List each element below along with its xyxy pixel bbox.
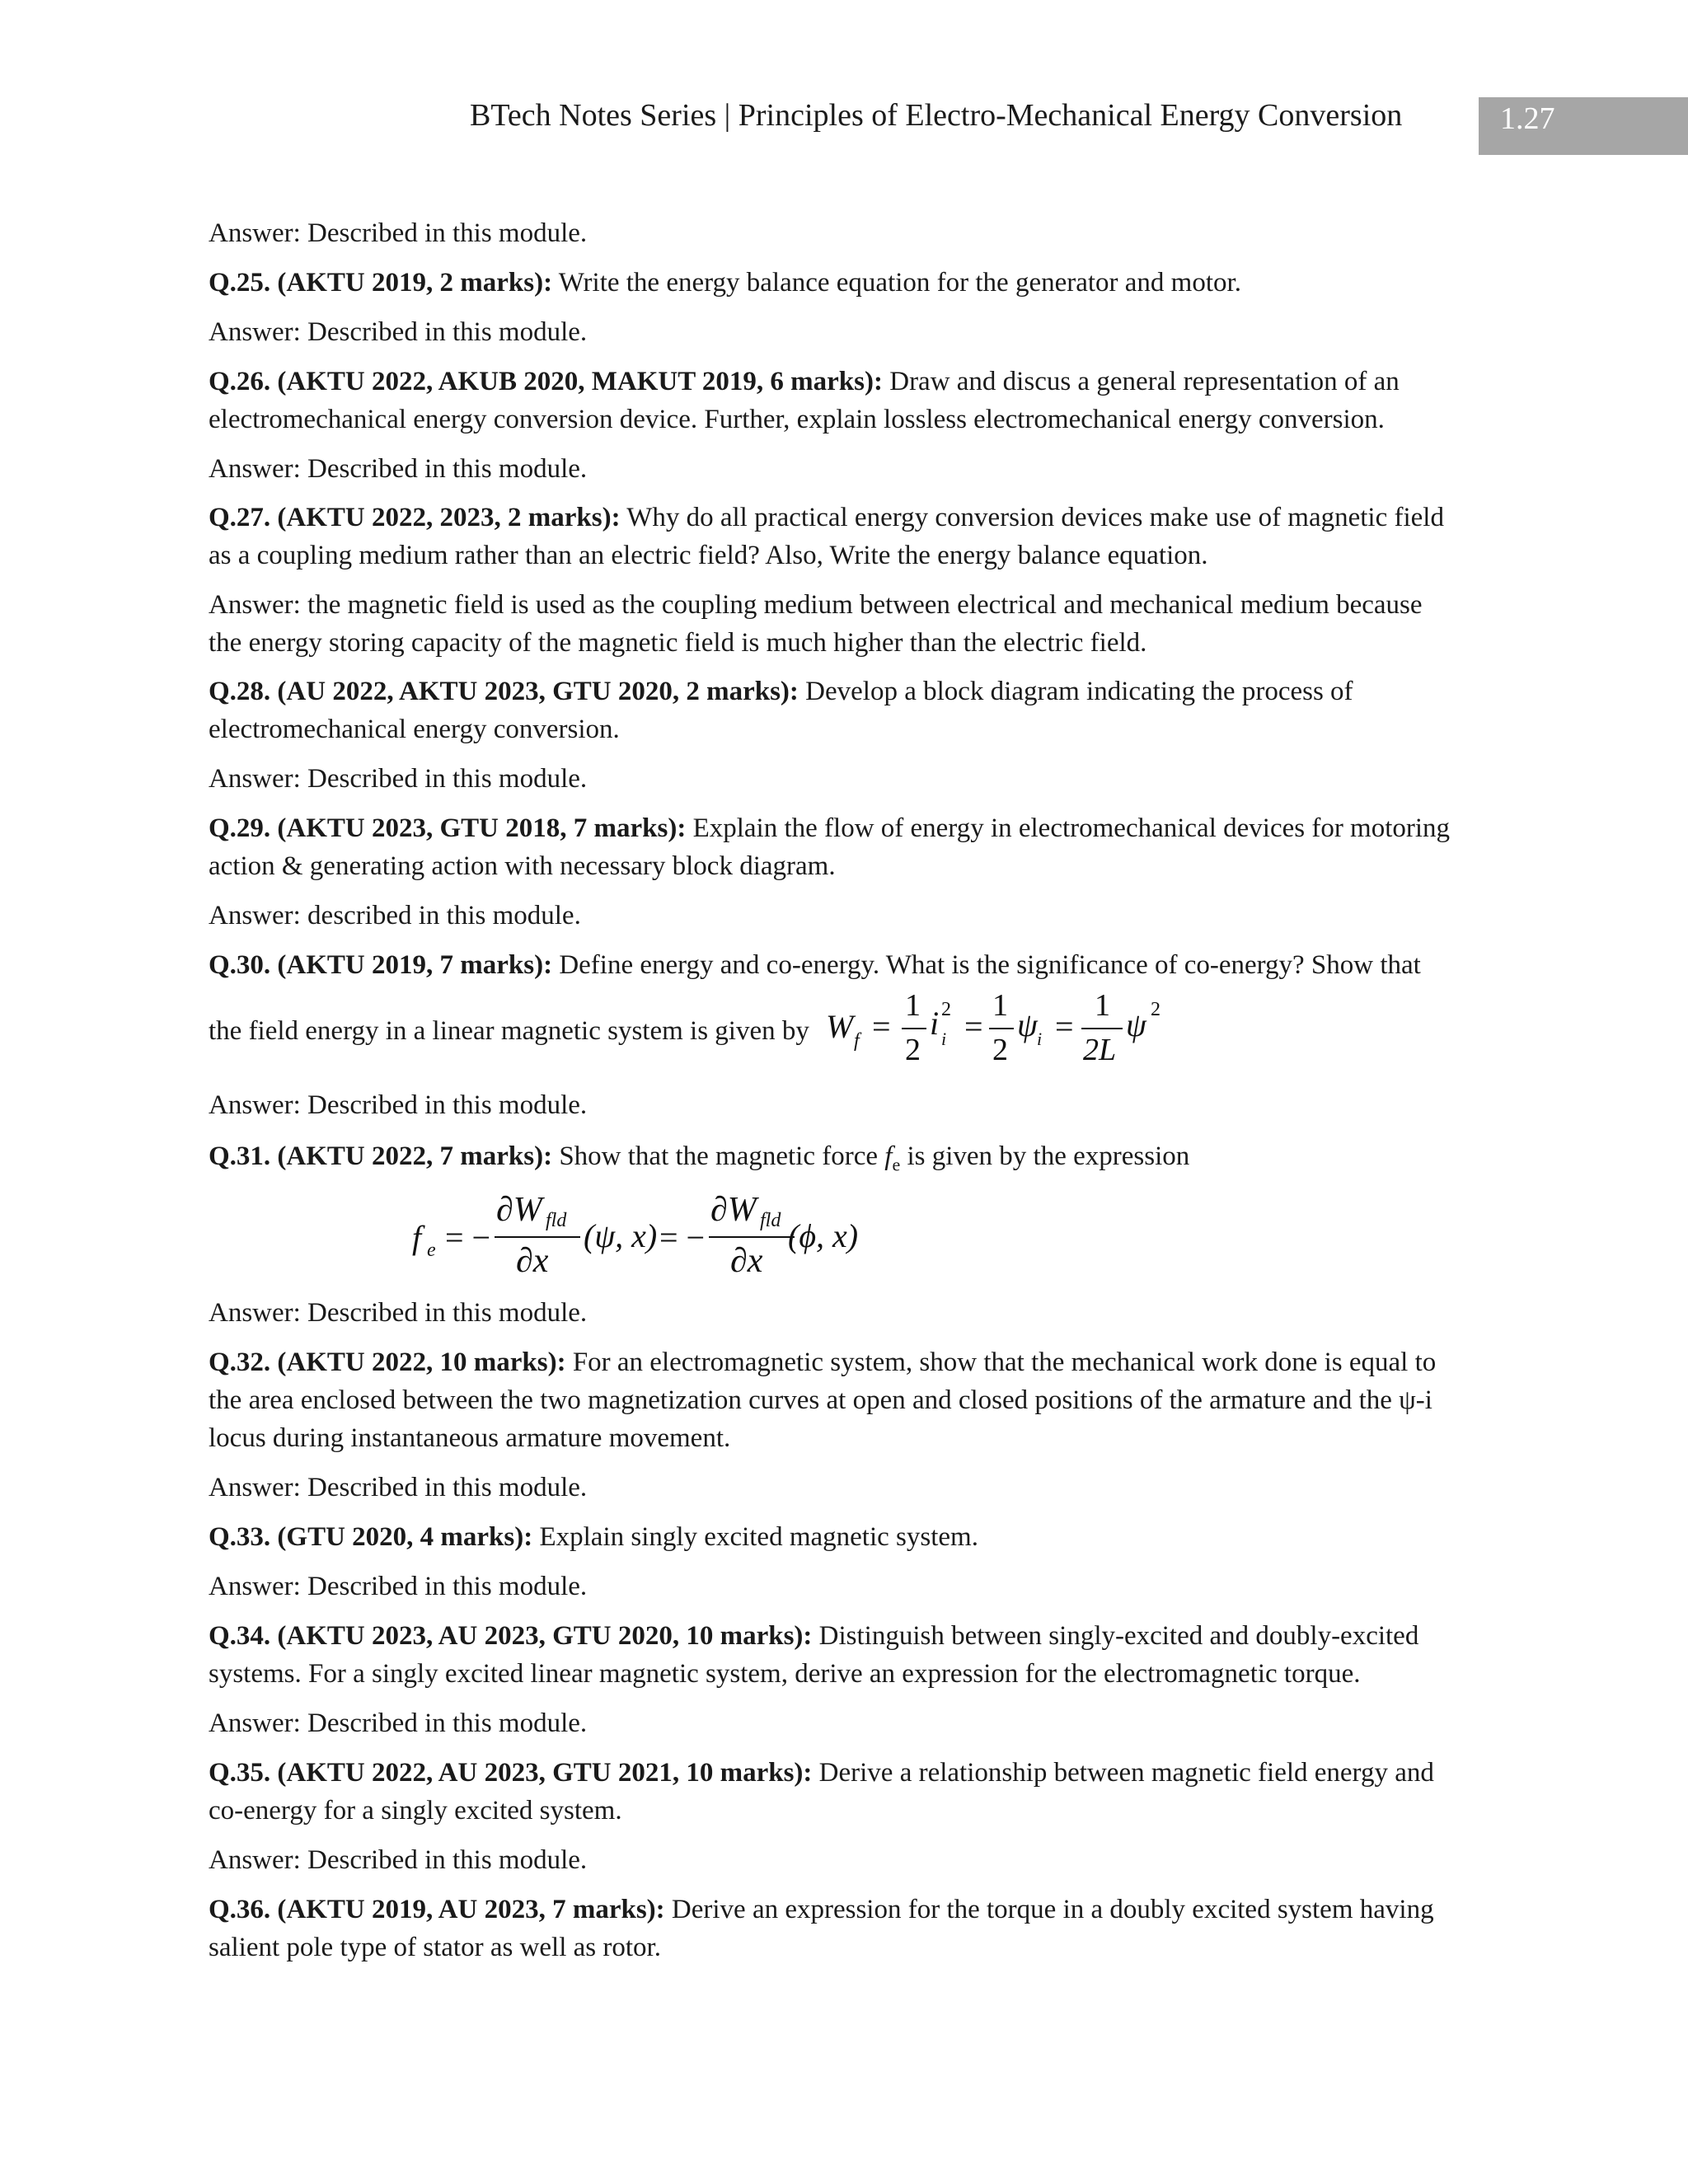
eq-w: W	[826, 1008, 854, 1045]
question-30	[209, 946, 1421, 984]
eqf-equals-minus-2: = −	[659, 1219, 706, 1256]
question-36-text-line2: salient pole type of stator as well as rotor.	[209, 1933, 661, 1962]
eq-frac3-den: 2L	[1083, 1033, 1117, 1067]
question-35	[209, 1754, 1434, 1792]
eqf-frac2-bar	[709, 1236, 795, 1238]
eqf-frac1-den: ∂x	[516, 1242, 549, 1280]
question-32-text-line2: the area enclosed between the two magnetization curves at open and closed positions of the armature and the ψ-i	[209, 1385, 1432, 1415]
answer-30: Answer: Described in this module.	[209, 1090, 588, 1120]
running-header-title: BTech Notes Series | Principles of Electro-Mechanical Energy Conversion	[470, 98, 1403, 133]
question-30-text-line1: Define energy and co-energy. What is the significance of co-energy? Show that	[552, 950, 1421, 980]
eq-i-subscript: i	[941, 1029, 947, 1049]
eq-frac2-num: 1	[992, 988, 1008, 1023]
question-36-text-line1: Derive an expression for the torque in a doubly excited system having	[664, 1895, 1434, 1924]
answer-33: Answer: Described in this module.	[209, 1572, 588, 1601]
page-number-box	[1479, 97, 1688, 155]
eqf-f-subscript: e	[427, 1240, 436, 1261]
eq-psi: ψ	[1126, 1006, 1146, 1043]
question-36-label: Q.36. (AKTU 2019, AU 2023, 7 marks):	[209, 1895, 665, 1924]
question-34	[209, 1617, 1418, 1655]
eqf-frac2-num: ∂W	[710, 1191, 757, 1229]
answer-32: Answer: Described in this module.	[209, 1473, 588, 1502]
question-32-label: Q.32. (AKTU 2022, 10 marks):	[209, 1347, 566, 1377]
question-32-text-line3: locus during instantaneous armature movement.	[209, 1423, 731, 1453]
question-26-label: Q.26. (AKTU 2022, AKUB 2020, MAKUT 2019, 6 marks):	[209, 367, 883, 396]
answer-29: Answer: described in this module.	[209, 901, 581, 930]
answer-27-line2: the energy storing capacity of the magnetic field is much higher than the electric field.	[209, 628, 1147, 658]
question-27-text-line2: as a coupling medium rather than an electric field? Also, Write the energy balance equation.	[209, 541, 1208, 570]
answer-31: Answer: Described in this module.	[209, 1298, 588, 1328]
question-26-text-line2: electromechanical energy conversion device. Further, explain lossless electromechanical energy conversion.	[209, 405, 1385, 434]
eqf-frac1-num-subscript: fld	[546, 1210, 567, 1231]
page-number: 1.27	[1500, 101, 1555, 136]
answer-27-line1: Answer: the magnetic field is used as the coupling medium between electrical and mechanical medium because	[209, 590, 1423, 620]
question-28-label: Q.28. (AU 2022, AKTU 2023, GTU 2020, 2 marks):	[209, 677, 799, 706]
eq-frac3-num: 1	[1095, 988, 1110, 1023]
answer-25: Answer: Described in this module.	[209, 317, 588, 347]
eqf-f: f	[412, 1219, 422, 1256]
question-32-text-line1: For an electromagnetic system, show that the mechanical work done is equal to	[565, 1347, 1437, 1377]
question-30-label: Q.30. (AKTU 2019, 7 marks):	[209, 950, 553, 980]
question-31-symbol: f	[884, 1141, 893, 1171]
question-35-label: Q.35. (AKTU 2022, AU 2023, GTU 2021, 10 marks):	[209, 1758, 813, 1788]
eq-frac3-bar	[1081, 1028, 1123, 1029]
eqf-arg2: (ϕ, x)	[788, 1217, 859, 1254]
eq-psi-superscript: 2	[1151, 999, 1160, 1020]
question-26-text-line1: Draw and discus a general representation of an	[882, 367, 1400, 396]
eq-frac1-num: 1	[905, 988, 921, 1023]
question-31-symbol-subscript: e	[892, 1154, 901, 1175]
eqf-frac1-bar	[495, 1236, 580, 1238]
question-29	[209, 809, 1450, 847]
question-31-text-b: is given by the expression	[900, 1141, 1190, 1171]
question-34-text-line2: systems. For a singly excited linear magnetic system, derive an expression for the electromagnetic torque.	[209, 1659, 1361, 1689]
question-25-label: Q.25. (AKTU 2019, 2 marks):	[209, 268, 553, 298]
question-28-text-line1: Develop a block diagram indicating the process of	[798, 677, 1353, 706]
eq-equals-3: =	[1055, 1008, 1074, 1045]
question-27	[209, 499, 1444, 537]
question-31-label: Q.31. (AKTU 2022, 7 marks):	[209, 1141, 553, 1171]
question-29-text-line2: action & generating action with necessary block diagram.	[209, 851, 836, 881]
eq-psi-subscript: i	[1037, 1029, 1043, 1049]
question-29-label: Q.29. (AKTU 2023, GTU 2018, 7 marks):	[209, 813, 687, 843]
question-35-text-line2: co-energy for a singly excited system.	[209, 1796, 622, 1825]
question-31-text-a: Show that the magnetic force	[552, 1141, 885, 1171]
question-25-text: Write the energy balance equation for the generator and motor.	[552, 268, 1241, 298]
question-31	[209, 1137, 1189, 1184]
answer-26: Answer: Described in this module.	[209, 454, 588, 484]
eq-frac2-den: 2	[992, 1033, 1008, 1067]
question-34-label: Q.34. (AKTU 2023, AU 2023, GTU 2020, 10 marks):	[209, 1621, 813, 1651]
eqf-equals-minus-1: = −	[445, 1219, 491, 1256]
answer-34: Answer: Described in this module.	[209, 1708, 588, 1738]
answer-28: Answer: Described in this module.	[209, 764, 588, 794]
question-27-text-line1: Why do all practical energy conversion devices make use of magnetic field	[620, 503, 1444, 532]
question-26	[209, 363, 1400, 401]
eq-frac1-den: 2	[905, 1033, 921, 1067]
question-29-text-line1: Explain the flow of energy in electromechanical devices for motoring	[686, 813, 1451, 843]
eq-frac2-bar	[989, 1028, 1014, 1029]
eqf-frac2-num-subscript: fld	[760, 1210, 781, 1231]
question-35-text-line1: Derive a relationship between magnetic field energy and	[812, 1758, 1434, 1788]
eq-psi-i: ψ	[1017, 1006, 1038, 1043]
question-34-text-line1: Distinguish between singly-excited and doubly-excited	[812, 1621, 1419, 1651]
question-33-text: Explain singly excited magnetic system.	[532, 1522, 978, 1552]
eq-equals-1: =	[872, 1008, 891, 1045]
question-27-label: Q.27. (AKTU 2022, 2023, 2 marks):	[209, 503, 621, 532]
answer-24: Answer: Described in this module.	[209, 218, 588, 248]
question-30-text-line2: the field energy in a linear magnetic system is given by	[209, 1016, 809, 1046]
question-36	[209, 1891, 1434, 1929]
question-28	[209, 673, 1353, 710]
answer-35: Answer: Described in this module.	[209, 1845, 588, 1875]
eq-i: i	[930, 1005, 940, 1042]
question-33-label: Q.33. (GTU 2020, 4 marks):	[209, 1522, 533, 1552]
eqf-arg1: (ψ, x)	[584, 1217, 658, 1254]
eqf-frac1-num: ∂W	[496, 1191, 542, 1229]
eq-i-superscript: 2	[941, 999, 951, 1020]
eq-equals-2: =	[964, 1008, 983, 1045]
eq-frac1-bar	[902, 1028, 926, 1029]
question-28-text-line2: electromechanical energy conversion.	[209, 715, 620, 744]
question-33	[209, 1518, 978, 1556]
question-32	[209, 1343, 1436, 1381]
question-25	[209, 264, 1241, 302]
eqf-frac2-den: ∂x	[730, 1242, 763, 1280]
eq-w-subscript: f	[854, 1030, 860, 1052]
